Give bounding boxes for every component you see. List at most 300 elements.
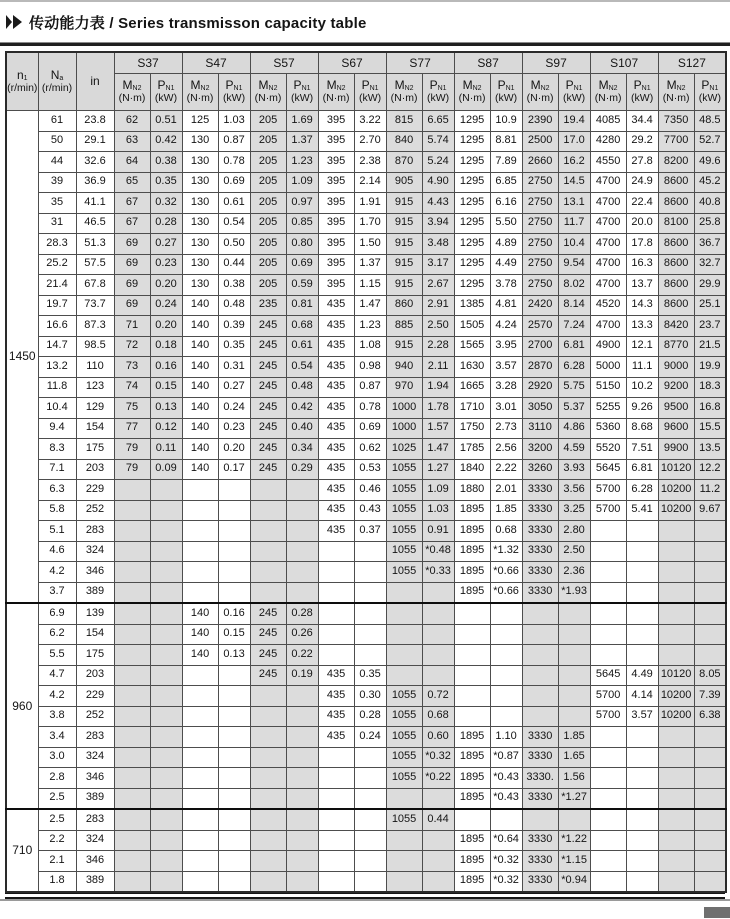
- power-cell: 1.85: [490, 500, 522, 521]
- power-cell: 0.31: [218, 357, 250, 378]
- power-cell: 7.51: [626, 439, 658, 460]
- power-cell: [150, 500, 182, 521]
- power-cell: 4.49: [626, 665, 658, 686]
- power-cell: *0.66: [490, 562, 522, 583]
- power-cell: 0.53: [354, 459, 386, 480]
- ratio-cell: 175: [76, 645, 114, 666]
- ratio-cell: 110: [76, 357, 114, 378]
- power-cell: [490, 809, 522, 830]
- torque-cell: 140: [182, 295, 218, 316]
- output-speed-cell: 11.8: [38, 377, 76, 398]
- power-cell: 0.24: [150, 295, 182, 316]
- torque-cell: [250, 521, 286, 542]
- torque-cell: [522, 706, 558, 727]
- series-header-s87: S87: [454, 52, 522, 74]
- torque-cell: 5700: [590, 706, 626, 727]
- table-row: [6, 418, 726, 439]
- power-cell: 0.80: [286, 234, 318, 255]
- power-cell: 6.16: [490, 193, 522, 214]
- torque-cell: [114, 788, 150, 809]
- table-row: [6, 234, 726, 255]
- power-cell: 10.4: [558, 234, 590, 255]
- torque-cell: 1665: [454, 377, 490, 398]
- torque-cell: 915: [386, 193, 422, 214]
- power-cell: [354, 645, 386, 666]
- power-cell: 0.27: [218, 377, 250, 398]
- torque-cell: [318, 624, 354, 645]
- ratio-cell: 98.5: [76, 336, 114, 357]
- table-row: [6, 459, 726, 480]
- series-header-s97: S97: [522, 52, 590, 74]
- ratio-cell: 36.9: [76, 172, 114, 193]
- power-cell: [626, 603, 658, 624]
- power-cell: [694, 603, 726, 624]
- power-cell: [150, 768, 182, 789]
- torque-cell: 1895: [454, 788, 490, 809]
- power-cell: 2.70: [354, 131, 386, 152]
- torque-cell: 245: [250, 603, 286, 624]
- torque-cell: 205: [250, 152, 286, 173]
- torque-cell: 8600: [658, 295, 694, 316]
- torque-cell: 3330: [522, 521, 558, 542]
- torque-cell: 2920: [522, 377, 558, 398]
- torque-cell: [386, 603, 422, 624]
- torque-cell: [454, 706, 490, 727]
- ratio-cell: 154: [76, 624, 114, 645]
- power-cell: 15.5: [694, 418, 726, 439]
- power-cell: [354, 747, 386, 768]
- power-cell: 1.09: [286, 172, 318, 193]
- power-cell: 0.30: [354, 686, 386, 707]
- torque-cell: 245: [250, 624, 286, 645]
- power-cell: 6.81: [626, 459, 658, 480]
- power-header-s97: PN1 (kW): [558, 74, 590, 111]
- torque-cell: [522, 624, 558, 645]
- power-cell: 1.03: [218, 111, 250, 132]
- torque-cell: 10200: [658, 500, 694, 521]
- torque-cell: 395: [318, 131, 354, 152]
- torque-cell: 205: [250, 193, 286, 214]
- power-cell: [626, 830, 658, 851]
- torque-cell: [658, 541, 694, 562]
- torque-cell: 1055: [386, 562, 422, 583]
- torque-cell: 5520: [590, 439, 626, 460]
- output-speed-cell: 1.8: [38, 871, 76, 892]
- ratio-cell: 389: [76, 788, 114, 809]
- series-header-s127: S127: [658, 52, 726, 74]
- power-cell: 14.5: [558, 172, 590, 193]
- power-cell: 5.24: [422, 152, 454, 173]
- series-header-s67: S67: [318, 52, 386, 74]
- torque-cell: 1840: [454, 459, 490, 480]
- torque-cell: 2420: [522, 295, 558, 316]
- power-cell: 0.44: [218, 254, 250, 275]
- power-cell: [422, 645, 454, 666]
- power-cell: 4.59: [558, 439, 590, 460]
- torque-header-s127: MN2 (N·m): [658, 74, 694, 111]
- table-row: [6, 254, 726, 275]
- torque-header-s87: MN2 (N·m): [454, 74, 490, 111]
- table-row: [6, 275, 726, 296]
- power-cell: 18.3: [694, 377, 726, 398]
- power-header-s87: PN1 (kW): [490, 74, 522, 111]
- torque-cell: 140: [182, 377, 218, 398]
- table-row: [6, 377, 726, 398]
- torque-cell: 69: [114, 234, 150, 255]
- torque-cell: 5645: [590, 459, 626, 480]
- torque-cell: 2660: [522, 152, 558, 173]
- power-cell: [218, 871, 250, 892]
- torque-cell: [590, 871, 626, 892]
- torque-cell: 435: [318, 336, 354, 357]
- torque-cell: [658, 788, 694, 809]
- power-cell: [150, 851, 182, 872]
- power-cell: 0.09: [150, 459, 182, 480]
- power-cell: 13.5: [694, 439, 726, 460]
- torque-cell: [386, 624, 422, 645]
- table-body: [6, 111, 726, 893]
- power-cell: 3.57: [490, 357, 522, 378]
- torque-cell: 1055: [386, 809, 422, 830]
- power-header-s127: PN1 (kW): [694, 74, 726, 111]
- n1-group-cell: 1450: [6, 111, 38, 604]
- ratio-cell: 67.8: [76, 275, 114, 296]
- power-cell: [150, 727, 182, 748]
- power-cell: [150, 871, 182, 892]
- table-row: [6, 439, 726, 460]
- power-cell: 1.56: [558, 768, 590, 789]
- ratio-cell: 229: [76, 686, 114, 707]
- power-cell: 4.49: [490, 254, 522, 275]
- power-cell: 5.41: [626, 500, 658, 521]
- power-cell: [422, 665, 454, 686]
- torque-cell: 435: [318, 459, 354, 480]
- power-cell: 1.85: [558, 727, 590, 748]
- torque-cell: 245: [250, 377, 286, 398]
- power-cell: [626, 851, 658, 872]
- torque-cell: 235: [250, 295, 286, 316]
- torque-cell: [182, 706, 218, 727]
- power-cell: 49.6: [694, 152, 726, 173]
- power-cell: 3.22: [354, 111, 386, 132]
- power-cell: [286, 830, 318, 851]
- power-cell: *1.22: [558, 830, 590, 851]
- power-cell: 16.8: [694, 398, 726, 419]
- torque-cell: 435: [318, 686, 354, 707]
- series-header-s47: S47: [182, 52, 250, 74]
- output-speed-cell: 16.6: [38, 316, 76, 337]
- power-cell: 0.44: [422, 809, 454, 830]
- ratio-cell: 139: [76, 603, 114, 624]
- torque-cell: [386, 788, 422, 809]
- power-cell: 0.28: [286, 603, 318, 624]
- power-cell: [286, 480, 318, 501]
- torque-cell: [114, 727, 150, 748]
- power-cell: [626, 727, 658, 748]
- power-cell: [286, 768, 318, 789]
- power-cell: 5.74: [422, 131, 454, 152]
- torque-cell: 74: [114, 377, 150, 398]
- torque-cell: 245: [250, 439, 286, 460]
- power-cell: [626, 768, 658, 789]
- power-cell: [218, 686, 250, 707]
- power-cell: [286, 562, 318, 583]
- torque-cell: [658, 851, 694, 872]
- power-cell: [626, 747, 658, 768]
- power-cell: 2.22: [490, 459, 522, 480]
- torque-cell: 1295: [454, 275, 490, 296]
- power-cell: 1.69: [286, 111, 318, 132]
- torque-cell: 140: [182, 645, 218, 666]
- power-cell: [286, 500, 318, 521]
- power-cell: 0.97: [286, 193, 318, 214]
- title-bar: [0, 0, 730, 34]
- power-cell: 6.38: [694, 706, 726, 727]
- power-cell: 1.23: [286, 152, 318, 173]
- output-speed-cell: 3.0: [38, 747, 76, 768]
- torque-cell: 915: [386, 234, 422, 255]
- power-cell: 7.24: [558, 316, 590, 337]
- torque-cell: [658, 871, 694, 892]
- power-cell: 40.8: [694, 193, 726, 214]
- torque-cell: 1710: [454, 398, 490, 419]
- power-cell: [150, 521, 182, 542]
- power-cell: [422, 624, 454, 645]
- ratio-cell: 154: [76, 418, 114, 439]
- power-cell: [490, 624, 522, 645]
- power-cell: [626, 582, 658, 603]
- torque-cell: [590, 562, 626, 583]
- torque-cell: 1565: [454, 336, 490, 357]
- torque-cell: [386, 851, 422, 872]
- ratio-cell: 23.8: [76, 111, 114, 132]
- torque-cell: 245: [250, 665, 286, 686]
- power-cell: *0.48: [422, 541, 454, 562]
- output-speed-cell: 50: [38, 131, 76, 152]
- torque-cell: 73: [114, 357, 150, 378]
- torque-cell: [114, 830, 150, 851]
- power-cell: 1.37: [354, 254, 386, 275]
- ratio-cell: 324: [76, 830, 114, 851]
- torque-cell: [318, 871, 354, 892]
- table-row: [6, 706, 726, 727]
- torque-cell: [522, 665, 558, 686]
- power-cell: *0.94: [558, 871, 590, 892]
- double-arrow-icon: [6, 15, 22, 29]
- torque-cell: 4900: [590, 336, 626, 357]
- output-speed-cell: 61: [38, 111, 76, 132]
- torque-cell: 67: [114, 213, 150, 234]
- torque-cell: [590, 788, 626, 809]
- output-speed-cell: 14.7: [38, 336, 76, 357]
- power-cell: 0.38: [218, 275, 250, 296]
- ratio-cell: 203: [76, 665, 114, 686]
- power-cell: 1.09: [422, 480, 454, 501]
- power-cell: [558, 603, 590, 624]
- torque-cell: 4550: [590, 152, 626, 173]
- torque-cell: [590, 747, 626, 768]
- power-cell: 12.2: [694, 459, 726, 480]
- power-cell: 0.87: [218, 131, 250, 152]
- torque-cell: 1295: [454, 152, 490, 173]
- power-cell: [218, 747, 250, 768]
- torque-cell: [318, 768, 354, 789]
- table-row: [6, 768, 726, 789]
- ratio-cell: 175: [76, 439, 114, 460]
- output-speed-cell: 2.5: [38, 788, 76, 809]
- torque-cell: 815: [386, 111, 422, 132]
- power-cell: 0.69: [286, 254, 318, 275]
- series-header-s107: S107: [590, 52, 658, 74]
- torque-cell: 1295: [454, 193, 490, 214]
- power-cell: 0.69: [218, 172, 250, 193]
- torque-cell: 4280: [590, 131, 626, 152]
- power-cell: [286, 686, 318, 707]
- torque-cell: 1895: [454, 830, 490, 851]
- power-cell: 3.95: [490, 336, 522, 357]
- power-cell: 24.9: [626, 172, 658, 193]
- power-cell: 19.9: [694, 357, 726, 378]
- power-cell: 13.3: [626, 316, 658, 337]
- torque-cell: [182, 871, 218, 892]
- power-cell: 2.50: [422, 316, 454, 337]
- torque-cell: 72: [114, 336, 150, 357]
- power-cell: [150, 665, 182, 686]
- torque-cell: 205: [250, 172, 286, 193]
- power-cell: [354, 788, 386, 809]
- power-cell: 0.54: [286, 357, 318, 378]
- table-row: [6, 480, 726, 501]
- torque-cell: 1055: [386, 747, 422, 768]
- power-cell: 52.7: [694, 131, 726, 152]
- torque-cell: [590, 830, 626, 851]
- power-cell: [286, 788, 318, 809]
- power-cell: 10.2: [626, 377, 658, 398]
- torque-cell: [250, 480, 286, 501]
- power-cell: 0.23: [150, 254, 182, 275]
- torque-cell: 3330: [522, 747, 558, 768]
- ratio-cell: 46.5: [76, 213, 114, 234]
- table-row: [6, 727, 726, 748]
- power-cell: 6.85: [490, 172, 522, 193]
- torque-cell: [522, 686, 558, 707]
- torque-cell: 2750: [522, 213, 558, 234]
- torque-cell: 69: [114, 275, 150, 296]
- power-cell: 0.48: [286, 377, 318, 398]
- torque-cell: 435: [318, 480, 354, 501]
- power-cell: [150, 562, 182, 583]
- power-cell: [626, 541, 658, 562]
- power-cell: [286, 706, 318, 727]
- power-cell: 23.7: [694, 316, 726, 337]
- power-cell: 0.46: [354, 480, 386, 501]
- torque-cell: [114, 521, 150, 542]
- torque-cell: 75: [114, 398, 150, 419]
- output-speed-cell: 31: [38, 213, 76, 234]
- power-cell: [694, 727, 726, 748]
- power-cell: *1.27: [558, 788, 590, 809]
- torque-cell: [658, 582, 694, 603]
- power-cell: 0.15: [218, 624, 250, 645]
- torque-cell: 10200: [658, 480, 694, 501]
- power-cell: [150, 830, 182, 851]
- power-cell: 17.8: [626, 234, 658, 255]
- torque-cell: 67: [114, 193, 150, 214]
- n1-header: n1 (r/min): [6, 52, 38, 111]
- power-cell: 4.24: [490, 316, 522, 337]
- torque-cell: 62: [114, 111, 150, 132]
- torque-cell: 64: [114, 152, 150, 173]
- torque-cell: 245: [250, 316, 286, 337]
- power-cell: 3.78: [490, 275, 522, 296]
- output-speed-cell: 2.2: [38, 830, 76, 851]
- power-cell: [626, 521, 658, 542]
- power-cell: 4.43: [422, 193, 454, 214]
- torque-cell: [182, 582, 218, 603]
- power-cell: 3.17: [422, 254, 454, 275]
- torque-cell: 140: [182, 603, 218, 624]
- ratio-cell: 283: [76, 809, 114, 830]
- torque-cell: [114, 665, 150, 686]
- power-cell: 8.14: [558, 295, 590, 316]
- power-cell: [490, 603, 522, 624]
- torque-cell: 5700: [590, 500, 626, 521]
- power-cell: [626, 809, 658, 830]
- torque-cell: [250, 706, 286, 727]
- power-cell: 3.28: [490, 377, 522, 398]
- power-cell: [150, 706, 182, 727]
- power-cell: 3.57: [626, 706, 658, 727]
- torque-cell: 9500: [658, 398, 694, 419]
- torque-cell: 435: [318, 439, 354, 460]
- torque-cell: [250, 727, 286, 748]
- ratio-cell: 324: [76, 541, 114, 562]
- power-cell: 2.80: [558, 521, 590, 542]
- power-cell: 1.50: [354, 234, 386, 255]
- output-speed-cell: 5.8: [38, 500, 76, 521]
- torque-cell: 130: [182, 275, 218, 296]
- output-speed-cell: 3.8: [38, 706, 76, 727]
- table-row: [6, 624, 726, 645]
- torque-cell: [454, 686, 490, 707]
- torque-cell: 870: [386, 152, 422, 173]
- torque-cell: 1295: [454, 213, 490, 234]
- power-cell: 10.9: [490, 111, 522, 132]
- power-cell: [490, 686, 522, 707]
- torque-cell: 1630: [454, 357, 490, 378]
- ratio-cell: 346: [76, 562, 114, 583]
- page-footer-rule: [0, 899, 730, 901]
- power-cell: *0.43: [490, 788, 522, 809]
- ratio-cell: 29.1: [76, 131, 114, 152]
- power-cell: 9.54: [558, 254, 590, 275]
- power-cell: [218, 562, 250, 583]
- torque-header-s37: MN2 (N·m): [114, 74, 150, 111]
- torque-cell: [114, 582, 150, 603]
- torque-cell: 3330: [522, 727, 558, 748]
- ratio-cell: 389: [76, 871, 114, 892]
- power-cell: 2.36: [558, 562, 590, 583]
- table-row: [6, 213, 726, 234]
- power-cell: [218, 851, 250, 872]
- torque-cell: [250, 871, 286, 892]
- power-cell: *0.64: [490, 830, 522, 851]
- torque-cell: 1785: [454, 439, 490, 460]
- capacity-table: [5, 51, 727, 893]
- power-cell: [286, 582, 318, 603]
- power-cell: [626, 788, 658, 809]
- power-cell: 3.48: [422, 234, 454, 255]
